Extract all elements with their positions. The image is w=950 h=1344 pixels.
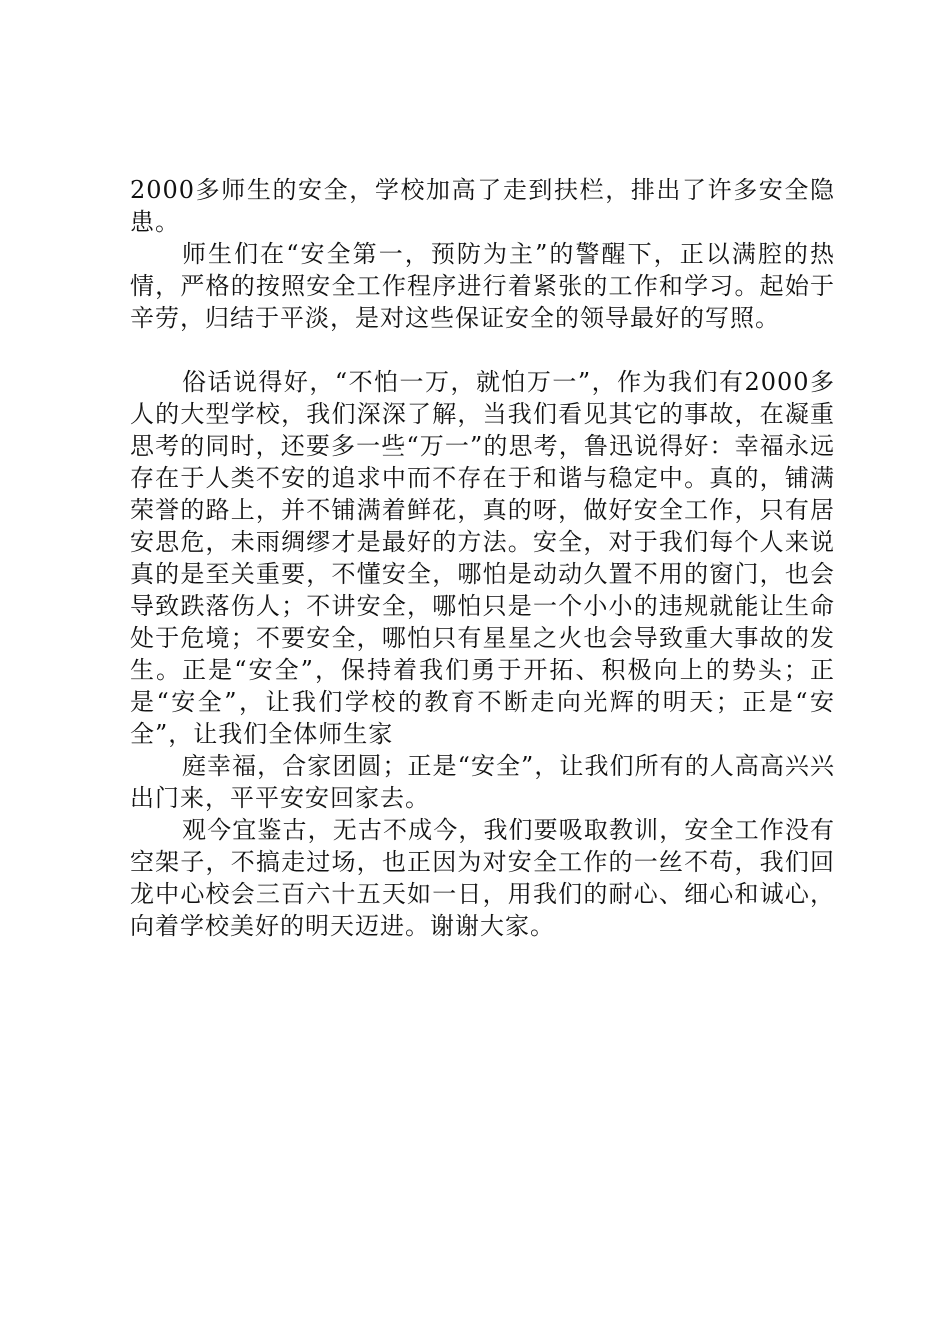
paragraph-gap [130, 334, 835, 366]
paragraph-5: 观今宜鉴古，无古不成今，我们要吸取教训，安全工作没有空架子，不搞走过场，也正因为对安全工作的一丝不苟，我们回龙中心校会三百六十五天如一日，用我们的耐心、细心和诚心，向着学校美好的明天迈进。谢谢大家。 [130, 816, 835, 940]
paragraph-2: 师生们在“安全第一，预防为主”的警醒下，正以满腔的热情，严格的按照安全工作程序进行着紧张的工作和学习。起始于辛劳，归结于平淡，是对这些保证安全的领导最好的写照。 [130, 240, 835, 332]
paragraph-3: 俗话说得好，“不怕一万，就怕万一”，作为我们有2000多人的大型学校，我们深深了解，当我们看见其它的事故，在凝重思考的同时，还要多一些“万一”的思考，鲁迅说得好：幸福永远存在于人类不安的追求中而不存在于和谐与稳定中。真的，铺满荣誉的路上，并不铺满着鲜花，真的呀，做好安全工作，只有居安思危，未雨绸缪才是最好的方法。安全，对于我们每个人来说真的是至关重要，不懂安全，哪怕是动动久置不用的窗门，也会导致跌落伤人；不讲安全，哪怕只是一个小小的违规就能让生命处于危境；不要安全，哪怕只有星星之火也会导致重大事故的发生。正是“安全”，保持着我们勇于开拓、积极向上的势头；正是“安全”，让我们学校的教育不断走向光辉的明天；正是“安全”，让我们全体师生家 [130, 368, 835, 748]
paragraph-1: 2000多师生的安全，学校加高了走到扶栏，排出了许多安全隐患。 [130, 176, 835, 236]
document-body [130, 174, 835, 942]
paragraph-4: 庭幸福，合家团圆；正是“安全”，让我们所有的人高高兴兴出门来，平平安安回家去。 [130, 752, 835, 812]
